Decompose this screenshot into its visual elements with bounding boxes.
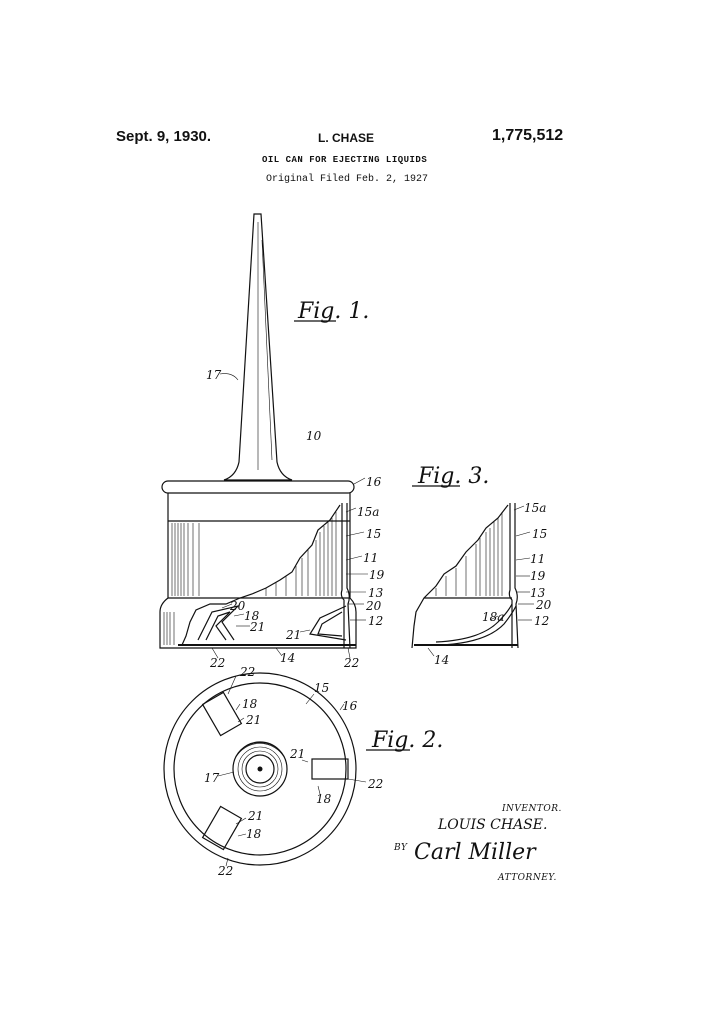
label-13: 13 — [368, 586, 384, 600]
fig2-label-16: 16 — [342, 699, 358, 713]
fig3-drawing — [412, 464, 552, 667]
fig3-label-18a: 18a — [482, 610, 505, 624]
label-22-left: 22 — [210, 656, 226, 670]
label-20: 20 — [366, 599, 382, 613]
fig3-label-12: 12 — [534, 614, 550, 628]
fig2-label-21-top: 21 — [246, 713, 262, 727]
fig1-label: Fig. 1. — [298, 299, 370, 324]
fig3-label-15a: 15a — [524, 501, 547, 515]
label-16: 16 — [366, 475, 382, 489]
label-17: 17 — [206, 368, 222, 382]
label-18: 18 — [244, 609, 260, 623]
label-12: 12 — [368, 614, 384, 628]
fig2-label-21-bottom: 21 — [248, 809, 264, 823]
fig2-label-17: 17 — [204, 771, 220, 785]
fig3-label-20: 20 — [536, 598, 552, 612]
fig2-label-15: 15 — [314, 681, 330, 695]
fig2-label-22-bottom: 22 — [218, 864, 234, 878]
fig2-label-22-top: 22 — [240, 665, 256, 679]
label-20-left: 20 — [230, 599, 246, 613]
inventor-caption: INVENTOR. — [502, 804, 562, 814]
clip-right — [312, 759, 348, 779]
label-10: 10 — [306, 429, 322, 443]
attorney-name: Carl Miller — [414, 840, 536, 865]
cutaway-hatch — [266, 512, 336, 596]
inventor-name: LOUIS CHASE. — [438, 817, 548, 833]
patent-date: Sept. 9, 1930. — [116, 128, 212, 145]
by-label: BY — [394, 843, 408, 853]
signature-block — [393, 804, 562, 883]
label-15: 15 — [366, 527, 382, 541]
patent-title: OIL CAN FOR EJECTING LIQUIDS — [262, 155, 428, 165]
fig3-label-11: 11 — [530, 552, 546, 566]
fig3-label-15: 15 — [532, 527, 548, 541]
filing-date: Original Filed Feb. 2, 1927 — [266, 174, 429, 185]
clip-bottom — [203, 806, 242, 849]
fig3-label-19: 19 — [530, 569, 546, 583]
fig2-label-18-bottom: 18 — [246, 827, 262, 841]
label-15a: 15a — [357, 505, 380, 519]
clip-top — [203, 692, 242, 735]
fig1-drawing — [160, 214, 385, 670]
shading-left — [164, 523, 199, 645]
label-21-right: 21 — [286, 628, 302, 642]
fig3-label-14: 14 — [434, 653, 450, 667]
label-21-left: 21 — [250, 620, 266, 634]
fig2-label: Fig. 2. — [372, 728, 444, 753]
inventor-header: L. CHASE — [318, 131, 375, 145]
patent-number: 1,775,512 — [492, 127, 564, 144]
fig2-label-18-top: 18 — [242, 697, 258, 711]
fig2-label-21-right: 21 — [290, 747, 306, 761]
label-22-right: 22 — [344, 656, 360, 670]
fig2-label-18-right: 18 — [316, 792, 332, 806]
fig2-label-22-right: 22 — [368, 777, 384, 791]
fig3-label-13: 13 — [530, 586, 546, 600]
fig3-label: Fig. 3. — [418, 464, 490, 489]
label-11: 11 — [363, 551, 379, 565]
label-14: 14 — [280, 651, 296, 665]
top-rim — [162, 481, 354, 493]
label-19: 19 — [369, 568, 385, 582]
attorney-caption: ATTORNEY. — [498, 873, 557, 883]
